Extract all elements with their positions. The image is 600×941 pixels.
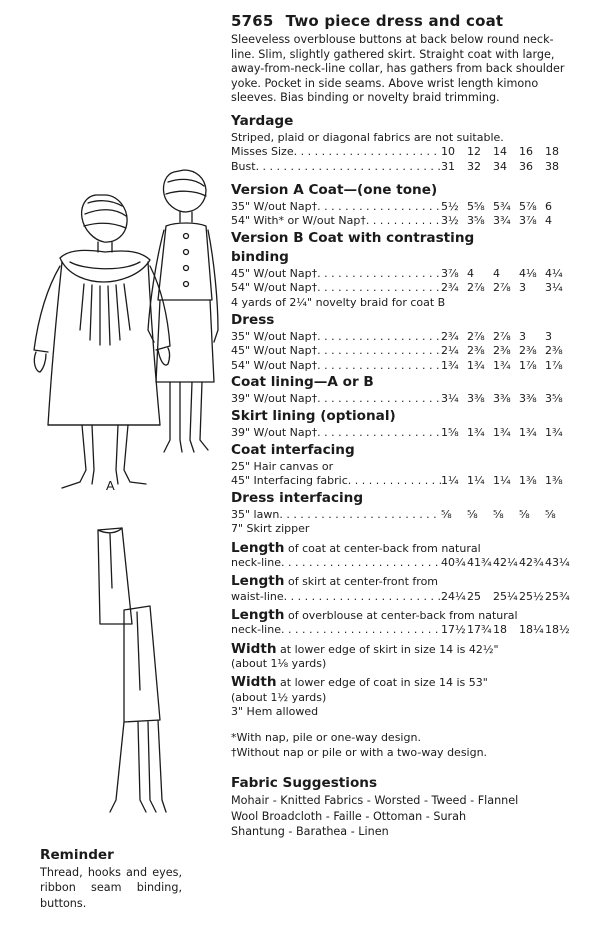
yardage-value: 4 (467, 266, 474, 280)
footnote-without-nap: †Without nap or pile or with a two-way design. (231, 745, 488, 759)
dress-interfacing-rows (231, 508, 571, 523)
yardage-value: 2⅞ (467, 281, 485, 295)
width-entry (231, 675, 571, 719)
dress-rows (231, 330, 571, 374)
skirt-lining-heading: Skirt lining (optional) (231, 407, 396, 424)
yardage-value: 2¼ (441, 344, 459, 358)
yardage-value: 43¼ (545, 555, 570, 569)
yardage-value: 41¾ (467, 555, 492, 569)
length-heading: Length (231, 573, 285, 590)
yardage-label: 35" W/out Nap† (231, 329, 318, 343)
yardage-value: 1¼ (467, 474, 485, 487)
width-heading: Width (231, 674, 277, 691)
pattern-details (231, 10, 571, 839)
length-entry (231, 574, 571, 604)
version-b-rows (231, 267, 571, 296)
yardage-label: 39" W/out Nap† (231, 425, 318, 439)
yardage-row (231, 359, 571, 374)
version-a-rows (231, 200, 571, 229)
yardage-value: 3⅞ (519, 214, 537, 228)
length-text: of overblouse at center-back from natural (284, 609, 518, 623)
yardage-value: 18 (493, 623, 507, 637)
yardage-value: 4⅛ (519, 266, 537, 280)
yardage-value: 4 (493, 266, 500, 280)
yardage-value: 25½ (519, 589, 544, 603)
yardage-value: 2⅜ (493, 344, 511, 358)
yardage-value: 2¾ (441, 281, 459, 295)
yardage-value: 24¼ (441, 589, 466, 603)
yardage-value: 3¾ (493, 214, 511, 228)
yardage-value: ⅝ (493, 507, 504, 521)
yardage-note: Striped, plaid or diagonal fabrics are not suitable. (231, 130, 504, 144)
length-text: of coat at center-back from natural (284, 541, 481, 555)
length-row (231, 623, 571, 638)
yardage-label: 45" Interfacing fabric (231, 474, 348, 487)
yardage-value: 2⅜ (519, 344, 537, 358)
version-b-heading: Version B Coat with contrasting binding (231, 229, 475, 265)
yardage-value: 1⅝ (441, 425, 459, 439)
width-entry (231, 642, 571, 671)
yardage-value: 1¾ (441, 358, 459, 372)
yardage-value: 2⅞ (493, 281, 511, 295)
yardage-value: 1¾ (545, 425, 563, 439)
yardage-value: 1⅜ (545, 474, 563, 487)
yardage-value: 1⅜ (519, 474, 537, 487)
yardage-value: 3⅞ (441, 266, 459, 280)
reminder-text: Thread, hooks and eyes, ribbon seam binding, buttons. (40, 866, 182, 910)
coat-figure-drawing (34, 195, 170, 488)
yardage-label: neck-line (231, 623, 281, 637)
yardage-value: 2¾ (441, 329, 459, 343)
yardage-row (231, 200, 571, 215)
fabric-line-3: Shantung - Barathea - Linen (231, 824, 389, 838)
yardage-value: 1¾ (493, 425, 511, 439)
yardage-value: 2⅜ (545, 344, 563, 358)
yardage-value: 3 (519, 281, 526, 295)
yardage-value: 40¾ (441, 555, 466, 569)
version-a-heading: Version A Coat—(one tone) (231, 181, 438, 198)
yardage-value: ⅝ (467, 507, 478, 521)
yardage-label: 39" W/out Nap† (231, 392, 318, 406)
reminder-heading: Reminder (40, 847, 114, 863)
coat-lining-heading: Coat lining—A or B (231, 374, 374, 391)
bust-row: Bust . . . 31 32 34 36 38 (231, 160, 571, 175)
footnotes (231, 731, 571, 760)
yardage-row (231, 508, 571, 523)
yardage-value: 3⅜ (493, 392, 511, 406)
yardage-value: 2⅜ (467, 344, 485, 358)
yardage-value: 42¼ (493, 555, 518, 569)
yardage-row (231, 214, 571, 229)
yardage-value: 3½ (441, 214, 459, 228)
yardage-value: 42¾ (519, 555, 544, 569)
yardage-row (231, 267, 571, 282)
skirt-drawings (98, 528, 166, 812)
yardage-label: 45" W/out Nap† (231, 344, 318, 358)
pattern-name: Two piece dress and coat (285, 12, 504, 30)
yardage-row (231, 330, 571, 345)
width-text: at lower edge of skirt in size 14 is 42½" (276, 643, 499, 657)
yardage-label: 45" W/out Nap† (231, 266, 318, 280)
yardage-value: 3⅜ (467, 392, 485, 406)
yardage-value: 25 (467, 589, 481, 603)
skirt-lining-rows (231, 426, 571, 441)
yardage-value: 5½ (441, 199, 459, 213)
yardage-value: 25¾ (545, 589, 570, 603)
width-detail: (about 1½ yards) (231, 690, 327, 704)
yardage-label: 54" W/out Nap† (231, 281, 318, 295)
fabric-line-1: Mohair - Knitted Fabrics - Worsted - Tweed - Flannel (231, 794, 519, 808)
yardage-label: neck-line (231, 555, 281, 569)
yardage-value: 3¼ (545, 281, 563, 295)
yardage-row (231, 426, 571, 441)
length-text: of skirt at center-front from (284, 575, 439, 589)
size-row: Misses Size . . . 10 12 14 16 18 (231, 145, 571, 160)
length-entry (231, 608, 571, 638)
yardage-value: 3¼ (441, 392, 459, 406)
yardage-value: 17¾ (467, 623, 492, 637)
footnote-with-nap: *With nap, pile or one-way design. (231, 731, 421, 745)
yardage-value: 1¼ (441, 474, 459, 487)
dress-interfacing-heading: Dress interfacing (231, 489, 364, 506)
yardage-label: 35" W/out Nap† (231, 199, 318, 213)
yardage-label: waist-line (231, 589, 284, 603)
yardage-value: 2⅞ (493, 329, 511, 343)
yardage-value: 5⅝ (467, 199, 485, 213)
yardage-value: 3 (545, 329, 552, 343)
pattern-description: Sleeveless overblouse buttons at back below round neck-line. Slim, slightly gathered skirt. Straight coat with large, away-from-neck-line collar, has gathers from back shoulder yoke. Pocket in side seams. Above wrist length kimono sleeves. Bias binding or novelty braid trimming. (231, 33, 565, 105)
yardage-value: 1¾ (519, 425, 537, 439)
fabric-line-2: Wool Broadcloth - Faille - Ottoman - Surah (231, 809, 467, 823)
yardage-value: 18½ (545, 623, 570, 637)
dress-heading: Dress (231, 311, 275, 328)
yardage-row (231, 344, 571, 359)
length-heading: Length (231, 607, 285, 624)
fashion-illustration (0, 0, 230, 840)
yardage-label: 54" With* or W/out Nap† (231, 214, 366, 228)
yardage-value: 4¼ (545, 266, 563, 280)
coat-interfacing-heading: Coat interfacing (231, 441, 355, 458)
yardage-value: ⅝ (545, 507, 556, 521)
yardage-value: 17½ (441, 623, 466, 637)
yardage-value: ⅝ (441, 507, 452, 521)
yardage-value: 25¼ (493, 589, 518, 603)
yardage-value: 3⅝ (467, 214, 485, 228)
yardage-value: 1¾ (493, 358, 511, 372)
yardage-value: 3 (519, 329, 526, 343)
yardage-value: 1¾ (467, 425, 485, 439)
version-b-note: 4 yards of 2¼" novelty braid for coat B (231, 296, 446, 310)
yardage-row (231, 474, 571, 489)
length-list (231, 541, 571, 638)
pattern-title (231, 10, 571, 32)
yardage-value: 4 (545, 214, 552, 228)
length-heading: Length (231, 539, 285, 556)
length-row (231, 590, 571, 605)
version-a-mark: A (106, 478, 115, 493)
yardage-value: 1⅞ (545, 358, 563, 372)
width-text: at lower edge of coat in size 14 is 53" (276, 676, 488, 690)
yardage-value: 1⅞ (519, 358, 537, 372)
width-list (231, 642, 571, 719)
yardage-value: 2⅞ (467, 329, 485, 343)
yardage-value: 1¼ (493, 474, 511, 487)
coat-lining-rows (231, 392, 571, 407)
yardage-value: 1¾ (467, 358, 485, 372)
width-detail: (about 1⅛ yards) (231, 657, 327, 671)
yardage-value: 5⅞ (519, 199, 537, 213)
width-heading: Width (231, 641, 277, 658)
yardage-value: 6 (545, 199, 552, 213)
yardage-value: 18¼ (519, 623, 544, 637)
yardage-value: ⅝ (519, 507, 530, 521)
length-entry (231, 541, 571, 571)
zipper-note: 7" Skirt zipper (231, 522, 310, 536)
width-detail: 3" Hem allowed (231, 704, 319, 718)
yardage-label: 54" W/out Nap† (231, 358, 318, 372)
yardage-row (231, 392, 571, 407)
length-row (231, 556, 571, 571)
fabric-heading: Fabric Suggestions (231, 775, 378, 792)
pattern-number: 5765 (231, 12, 274, 30)
coat-interfacing-line: 25" Hair canvas or (231, 459, 334, 473)
yardage-value: 3⅜ (519, 392, 537, 406)
yardage-value: 5¾ (493, 199, 511, 213)
reminder-box (40, 845, 182, 911)
coat-interfacing-rows (231, 474, 571, 489)
yardage-row (231, 281, 571, 296)
yardage-heading: Yardage (231, 112, 294, 129)
yardage-value: 3⅝ (545, 392, 563, 406)
yardage-label: 35" lawn (231, 507, 280, 521)
